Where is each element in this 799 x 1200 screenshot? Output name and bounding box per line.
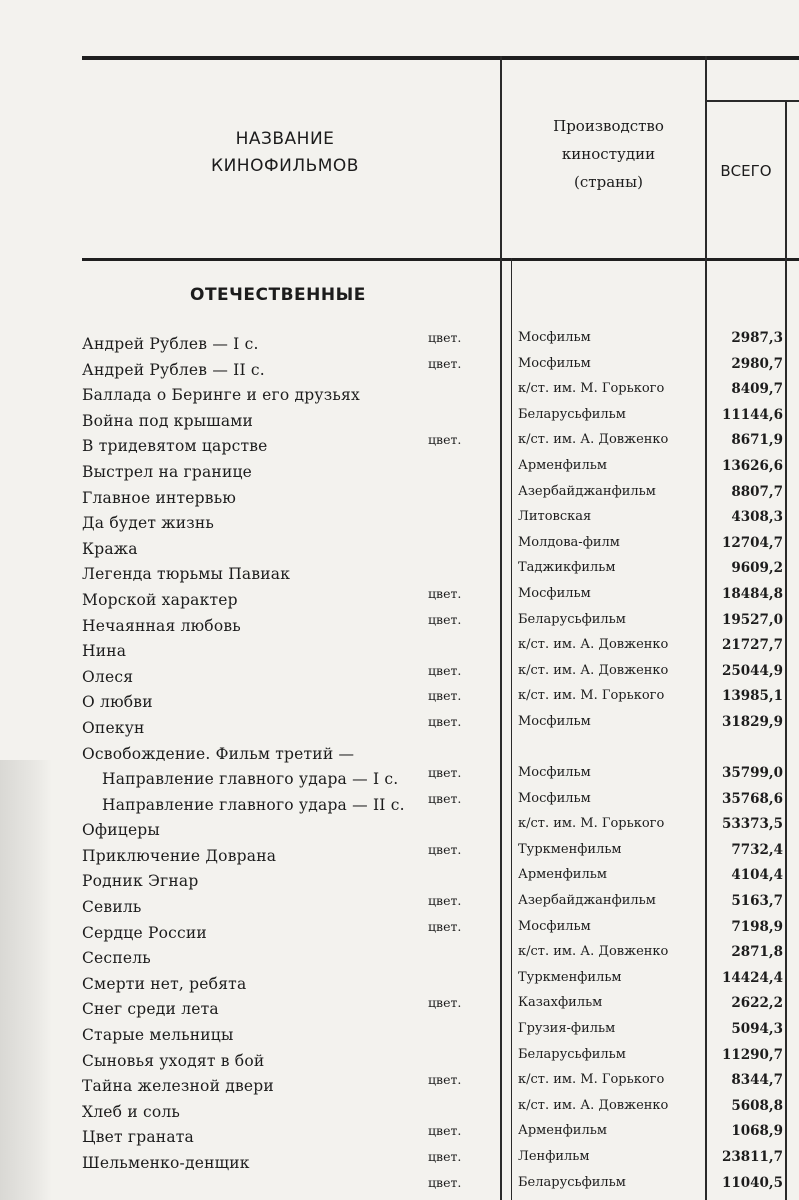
total-value: 23811,7: [721, 1149, 783, 1165]
studio-name: Мосфильм: [518, 355, 591, 371]
film-title: Снег среди лета: [82, 1000, 219, 1019]
table-header-rule: [82, 258, 799, 261]
color-marker: цвет.: [428, 688, 462, 704]
total-value: 7732,4: [731, 841, 783, 858]
total-value: 2980,7: [731, 355, 783, 372]
total-value: 11144,6: [721, 406, 783, 423]
table-row: [0, 1175, 799, 1200]
column-header-total: ВСЕГО: [720, 162, 772, 180]
total-value: 8344,7: [731, 1072, 783, 1089]
total-value: 13626,6: [721, 457, 783, 474]
film-title: Опекун: [82, 718, 145, 737]
film-title: Сыновья уходят в бой: [82, 1051, 265, 1070]
film-title: Олеся: [82, 667, 134, 686]
table-row: [0, 867, 799, 893]
table-row: [0, 560, 799, 586]
color-marker: цвет.: [428, 662, 462, 678]
film-title: Сеспель: [82, 949, 151, 968]
studio-name: Грузия-фильм: [518, 1021, 616, 1037]
studio-name: к/ст. им. А. Довженко: [518, 662, 669, 678]
color-marker: цвет.: [428, 1123, 462, 1139]
film-title: В тридевятом царстве: [82, 437, 268, 456]
table-row: [0, 816, 799, 842]
color-marker: цвет.: [428, 1174, 462, 1190]
table-row: [0, 637, 799, 663]
studio-name: к/ст. им. А. Довженко: [518, 637, 669, 653]
table-row: [0, 893, 799, 919]
film-title: Кража: [82, 539, 138, 558]
table-row: [0, 381, 799, 407]
total-value: 31829,9: [721, 713, 783, 730]
studio-name: Мосфильм: [518, 918, 591, 934]
studio-name: Молдова-филм: [518, 534, 620, 550]
table-row: [0, 330, 799, 356]
total-value: 2987,3: [731, 330, 783, 346]
table-row: [0, 1123, 799, 1149]
table-row: [0, 995, 799, 1021]
total-value: 2622,2: [731, 995, 783, 1012]
film-title: Тайна железной двери: [82, 1077, 274, 1096]
total-value: 11040,5: [721, 1174, 783, 1191]
studio-name: Туркменфильм: [518, 969, 622, 985]
table-row: [0, 484, 799, 510]
color-marker: цвет.: [428, 893, 462, 909]
film-title: Старые мельницы: [82, 1026, 234, 1045]
total-value: 4308,3: [731, 509, 783, 526]
color-marker: цвет.: [428, 432, 462, 448]
film-title: Приключение Доврана: [82, 846, 277, 865]
total-value: 25044,9: [721, 662, 783, 679]
color-marker: цвет.: [428, 330, 462, 345]
total-value: 7198,9: [731, 918, 783, 935]
studio-name: Азербайджанфильм: [518, 893, 656, 909]
table-row: [0, 407, 799, 433]
film-title: О любви: [82, 693, 153, 712]
table-row: [0, 586, 799, 612]
color-marker: цвет.: [428, 995, 462, 1011]
studio-name: к/ст. им. А. Довженко: [518, 944, 669, 960]
film-title: Нина: [82, 642, 127, 661]
studio-name: Беларусьфильм: [518, 1046, 626, 1062]
total-value: 53373,5: [721, 816, 783, 833]
total-value: 18484,8: [721, 585, 783, 602]
film-title: Баллада о Беринге и его друзьях: [82, 386, 360, 405]
table-row: [0, 714, 799, 740]
film-title: Война под крышами: [82, 411, 254, 430]
film-title: Сердце России: [82, 923, 207, 942]
total-value: 8409,7: [731, 381, 783, 398]
film-table-body: [0, 330, 799, 1200]
film-title: Освобождение. Фильм третий —: [82, 744, 355, 763]
table-row: [0, 612, 799, 638]
studio-name: Мосфильм: [518, 790, 591, 806]
table-row: [0, 663, 799, 689]
table-row: [0, 740, 799, 766]
column-header-studio: Производство киностудии (страны): [553, 117, 664, 191]
film-title: Морской характер: [82, 590, 238, 609]
table-top-rule: [82, 56, 799, 60]
studio-name: Азербайджанфильм: [518, 483, 656, 499]
total-value: 13985,1: [721, 688, 783, 705]
film-title: Офицеры: [82, 821, 160, 840]
studio-name: Ленфильм: [518, 1149, 590, 1164]
studio-name: Казахфильм: [518, 995, 603, 1011]
total-value: 35768,6: [721, 790, 783, 807]
studio-name: Арменфильм: [518, 1123, 607, 1139]
section-heading: ОТЕЧЕСТВЕННЫЕ: [190, 285, 366, 305]
film-title: Хлеб и соль: [82, 1102, 181, 1121]
film-title: Легенда тюрьмы Павиак: [82, 565, 291, 584]
film-title: Направление главного удара — I с.: [102, 770, 399, 789]
table-row: [0, 765, 799, 791]
studio-name: Арменфильм: [518, 457, 607, 473]
table-row: [0, 1047, 799, 1073]
film-title: Цвет граната: [82, 1128, 194, 1147]
table-row: [0, 842, 799, 868]
studio-name: Туркменфильм: [518, 841, 622, 857]
header-sub-rule: [705, 100, 799, 102]
film-title: Выстрел на границе: [82, 462, 253, 481]
color-marker: цвет.: [428, 765, 462, 781]
table-row: [0, 535, 799, 561]
studio-name: Таджикфильм: [518, 560, 616, 576]
total-value: 5094,3: [731, 1021, 783, 1038]
film-title: Андрей Рублев — II с.: [82, 360, 265, 379]
studio-name: Литовская: [518, 509, 592, 525]
film-title: Нечаянная любовь: [82, 616, 241, 635]
color-marker: цвет.: [428, 841, 462, 857]
studio-name: Беларусьфильм: [518, 1174, 626, 1190]
studio-name: Мосфильм: [518, 330, 591, 345]
table-row: [0, 919, 799, 945]
table-row: [0, 688, 799, 714]
total-value: 1068,9: [731, 1123, 783, 1140]
table-row: [0, 432, 799, 458]
table-row: [0, 356, 799, 382]
studio-name: Беларусьфильм: [518, 611, 626, 627]
studio-name: Мосфильм: [518, 585, 591, 601]
table-row: [0, 1149, 799, 1175]
studio-name: к/ст. им. М. Горького: [518, 1072, 665, 1088]
table-row: [0, 791, 799, 817]
color-marker: цвет.: [428, 355, 462, 371]
total-value: 21727,7: [721, 637, 783, 654]
studio-name: к/ст. им. А. Довженко: [518, 1097, 669, 1113]
table-row: [0, 944, 799, 970]
total-value: 19527,0: [721, 611, 783, 628]
total-value: 9609,2: [731, 560, 783, 577]
film-title: Шельменко-денщик: [82, 1154, 250, 1172]
color-marker: цвет.: [428, 713, 462, 729]
studio-name: Беларусьфильм: [518, 406, 626, 422]
table-row: [0, 1072, 799, 1098]
film-title: Родник Эгнар: [82, 872, 199, 891]
total-value: 35799,0: [721, 765, 783, 782]
color-marker: цвет.: [428, 585, 462, 601]
film-title: Смерти нет, ребята: [82, 974, 247, 993]
color-marker: цвет.: [428, 918, 462, 934]
total-value: 8807,7: [731, 483, 783, 500]
total-value: 14424,4: [721, 969, 783, 986]
studio-name: Мосфильм: [518, 765, 591, 781]
total-value: 5608,8: [731, 1097, 783, 1114]
column-header-title: НАЗВАНИЕ КИНОФИЛЬМОВ: [211, 129, 359, 176]
total-value: 2871,8: [731, 944, 783, 961]
table-row: [0, 509, 799, 535]
table-row: [0, 970, 799, 996]
studio-name: к/ст. им. М. Горького: [518, 381, 665, 397]
film-title: Главное интервью: [82, 488, 237, 507]
color-marker: цвет.: [428, 790, 462, 806]
film-title: Севиль: [82, 898, 142, 917]
color-marker: цвет.: [428, 1072, 462, 1088]
film-title: Андрей Рублев — I с.: [82, 335, 259, 353]
total-value: 8671,9: [731, 432, 783, 449]
table-row: [0, 1021, 799, 1047]
studio-name: Арменфильм: [518, 867, 607, 883]
film-title: Да будет жизнь: [82, 514, 215, 533]
total-value: 12704,7: [721, 534, 783, 551]
film-title: Направление главного удара — II с.: [102, 795, 405, 814]
color-marker: цвет.: [428, 611, 462, 627]
total-value: 11290,7: [721, 1046, 783, 1063]
table-row: [0, 458, 799, 484]
studio-name: к/ст. им. М. Горького: [518, 816, 665, 832]
studio-name: Мосфильм: [518, 713, 591, 729]
studio-name: к/ст. им. М. Горького: [518, 688, 665, 704]
total-value: 4104,4: [731, 867, 783, 884]
table-row: [0, 1098, 799, 1124]
total-value: 5163,7: [731, 893, 783, 910]
studio-name: к/ст. им. А. Довженко: [518, 432, 669, 448]
color-marker: цвет.: [428, 1149, 462, 1164]
